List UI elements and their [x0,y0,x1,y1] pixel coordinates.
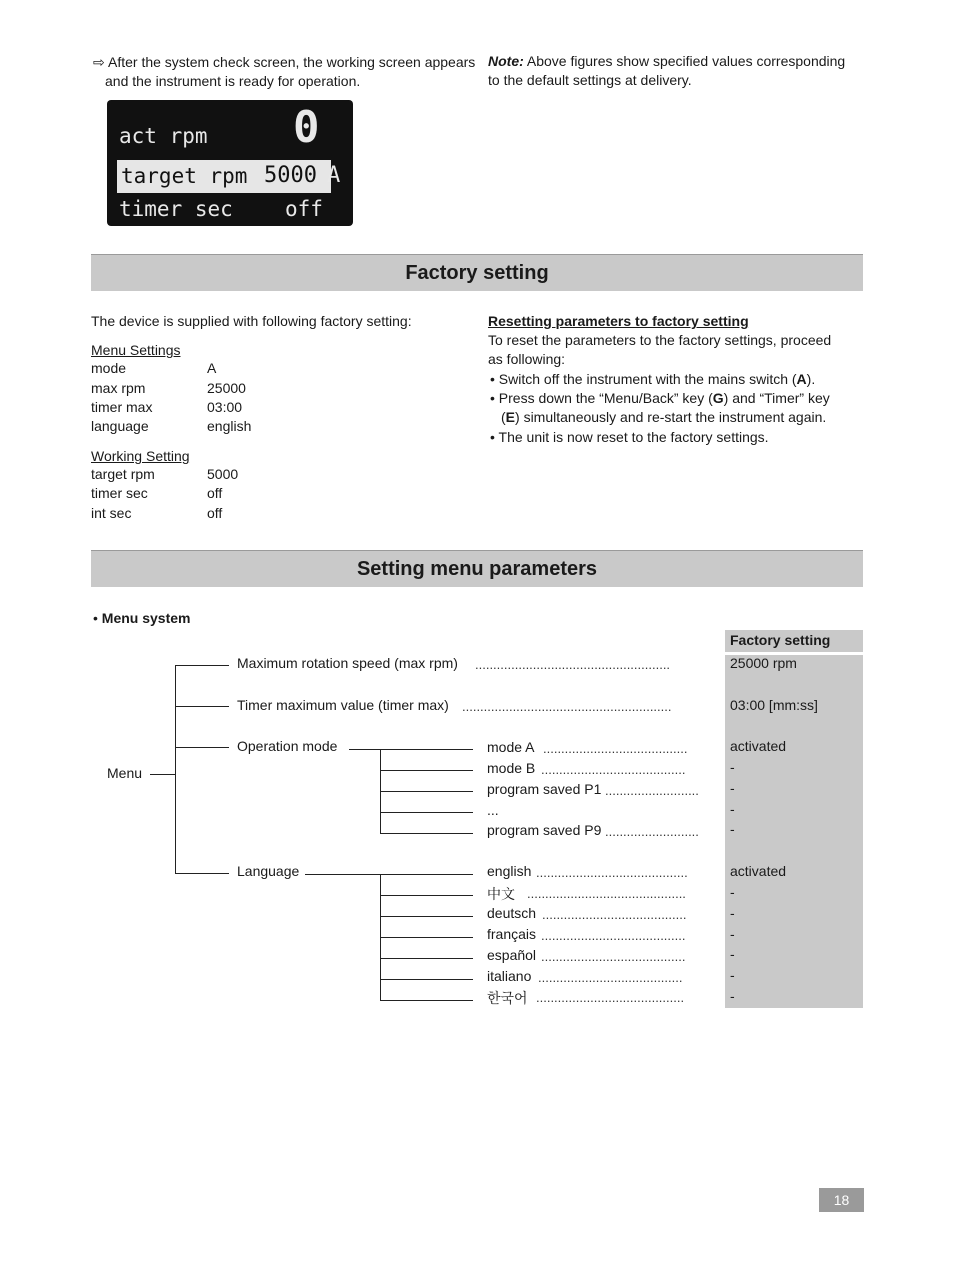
factory-value-language: - [730,926,735,942]
tree-line [305,874,473,875]
section-band-factory [91,254,863,291]
timer-max-label: Timer maximum value (timer max) [237,697,449,713]
factory-value-language: - [730,967,735,983]
working-setting-value: off [207,505,223,521]
factory-value-mode: activated [730,738,787,754]
menu-setting-value: A [207,360,217,376]
tree-line [380,791,473,792]
language-item: italiano [487,968,532,984]
language-item: español [487,947,537,963]
mode-item: program saved P9 [487,822,602,838]
tree-line [150,774,175,775]
factory-heading: Factory setting [405,262,549,284]
reset-bullet-2: • Press down the “Menu/Back” key (G) and “Timer” key [490,390,830,406]
mode-item: ... [487,802,499,818]
note-text-1: Above figures show specified values corresponding [523,53,846,69]
menu-setting-value: 25000 [207,380,246,396]
working-setting-value: off [207,485,223,501]
tree-line [380,916,473,917]
factory-column-header [725,630,863,652]
reset-title: Resetting parameters to factory setting [488,313,749,329]
leader-dots: .......................................... [536,865,688,880]
note-label: Note: [488,53,524,69]
intro-text-2: and the instrument is ready for operation. [105,73,361,89]
display-timer-value: off [285,197,323,221]
mode-item: mode B [487,760,536,776]
page-number: 18 [819,1188,864,1212]
leader-dots: ........................................ [541,949,686,964]
factory-value-mode: - [730,759,735,775]
language-item: 한국어 [487,990,528,1006]
tree-line [175,665,176,874]
tree-line [349,749,473,750]
factory-value-mode: - [730,821,735,837]
menu-root-label: Menu [107,765,143,781]
display-target-rpm-label: target rpm [121,164,248,188]
menu-setting-key: max rpm [91,380,146,396]
mode-item: mode A [487,739,535,755]
menu-setting-value: 03:00 [207,399,243,415]
menu-setting-value: english [207,418,252,434]
tree-line [380,958,473,959]
display-timer-label: timer sec [119,197,233,221]
working-setting-key: int sec [91,505,132,521]
tree-line [175,747,229,748]
leader-dots: ........................................ [541,762,686,777]
reset-text-2: as following: [488,351,566,367]
leader-dots: ........................................ [538,970,683,985]
factory-value-language: - [730,946,735,962]
factory-value-language: - [730,988,735,1004]
menu-setting-key: mode [91,360,127,376]
leader-dots: ......................................... [536,990,685,1005]
mode-item: program saved P1 [487,781,602,797]
tree-line [380,1000,473,1001]
intro-text-1: After the system check screen, the working screen appears [108,54,476,70]
leader-dots: ........................................ [543,741,688,756]
reset-bullet-1: • Switch off the instrument with the mains switch (A). [490,371,816,387]
note-text-2: to the default settings at delivery. [488,72,692,88]
tree-line [380,812,473,813]
display-mode-indicator: A [327,163,341,188]
working-setting-key: timer sec [91,485,148,501]
display-act-rpm-label: act rpm [119,124,208,148]
display-target-rpm-value: 5000 [264,163,317,188]
language-label: Language [237,863,300,879]
leader-dots: ........................................ [541,928,686,943]
tree-line [380,770,473,771]
tree-line [175,873,229,874]
factory-value-timer-max: 03:00 [mm:ss] [730,697,818,713]
leader-dots: .......................... [605,783,699,798]
leader-dots: ........................................ [542,907,687,922]
language-item: français [487,926,537,942]
menu-setting-key: timer max [91,399,153,415]
operation-mode-label: Operation mode [237,738,338,754]
leader-dots: .......................................................... [462,699,672,714]
working-setting-key: target rpm [91,466,155,482]
leader-dots: ...................................................... [475,657,671,672]
reset-bullet-3: • The unit is now reset to the factory settings. [490,429,769,445]
factory-column-title: Factory setting [730,632,831,648]
language-item: deutsch [487,905,537,921]
factory-value-language: - [730,884,735,900]
factory-value-language: - [730,905,735,921]
leader-dots: .......................... [605,824,699,839]
menu-params-heading: Setting menu parameters [356,558,598,580]
section-band-menu [91,550,863,587]
max-rpm-label: Maximum rotation speed (max rpm) [237,655,458,671]
leader-dots: ............................................ [527,886,686,901]
menu-settings-title: Menu Settings [91,342,181,358]
tree-line [380,833,473,834]
device-display [107,100,353,226]
factory-value-language: activated [730,863,787,879]
working-setting-title: Working Setting [91,448,190,464]
language-item: 中文 [487,886,515,902]
menu-system-subheading: • Menu system [93,610,191,626]
factory-intro: The device is supplied with following factory setting: [91,313,412,329]
tree-line [380,895,473,896]
display-act-rpm-value: 0 [293,102,320,153]
factory-value-mode: - [730,801,735,817]
tree-line [380,937,473,938]
reset-text-1: To reset the parameters to the factory settings, proceed [488,332,832,348]
tree-line [175,706,229,707]
working-setting-value: 5000 [207,466,239,482]
language-item: english [487,863,532,879]
tree-line [380,979,473,980]
tree-line [175,665,229,666]
factory-value-mode: - [730,780,735,796]
factory-value-max-rpm: 25000 rpm [730,655,797,671]
note-paragraph [488,52,845,72]
menu-setting-key: language [91,418,149,434]
arrow-icon: ⇨ [93,54,105,70]
reset-bullet-2-cont: (E) simultaneously and re-start the instrument again. [501,409,827,425]
